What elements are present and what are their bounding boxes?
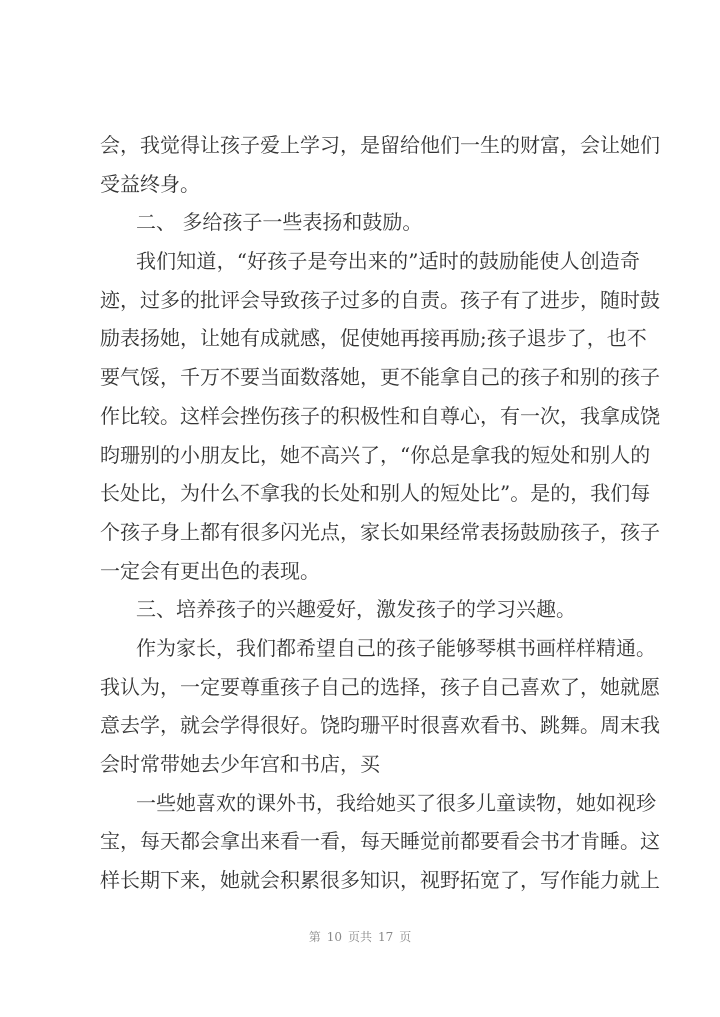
footer-prefix: 第 [308,930,321,944]
body-text [100,126,660,900]
text-line: 励表扬她，让她有成就感，促使她再接再励;孩子退步了，也不 [100,326,647,351]
page-footer [0,928,720,945]
text-line: 我认为，一定要尊重孩子自己的选择，孩子自己喜欢了，她就愿 [100,674,660,699]
text-line: 我们知道，“好孩子是夸出来的”适时的鼓励能使人创造奇 [136,249,640,274]
footer-middle: 页共 [347,930,372,944]
text-line: 作比较。这样会挫伤孩子的积极性和自尊心，有一次，我拿成饶 [100,403,660,428]
text-line: 会，我觉得让孩子爱上学习，是留给他们一生的财富，会让她们 [100,133,660,157]
text-line: 宝，每天都会拿出来看一看，每天睡觉前都要看会书才肯睡。这 [100,829,660,854]
text-line: 样长期下来，她就会积累很多知识，视野拓宽了，写作能力就上 [100,868,660,893]
text-line: 二、 多给孩子一些表扬和鼓励。 [136,210,423,235]
text-line: 一些她喜欢的课外书，我给她买了很多儿童读物，她如视珍 [136,790,656,815]
text-line: 作为家长，我们都希望自己的孩子能够琴棋书画样样精通。 [136,635,656,660]
current-page-number: 10 [326,930,342,944]
text-line: 三、培养孩子的兴趣爱好，激发孩子的学习兴趣。 [136,597,576,622]
text-line: 意去学，就会学得很好。饶昀珊平时很喜欢看书、跳舞。周末我 [100,713,660,738]
text-line: 长处比，为什么不拿我的长处和别人的短处比”。是的，我们每 [100,481,651,506]
text-line: 会时常带她去少年宫和书店，买 [100,752,380,776]
footer-suffix: 页 [399,930,412,944]
text-line: 受益终身。 [100,171,200,196]
total-page-count: 17 [378,930,394,944]
text-line: 要气馁，千万不要当面数落她，更不能拿自己的孩子和别的孩子 [100,365,660,390]
text-line: 一定会有更出色的表现。 [100,558,320,583]
text-line: 迹，过多的批评会导致孩子过多的自责。孩子有了进步，随时鼓 [100,287,660,312]
text-line: 个孩子身上都有很多闪光点，家长如果经常表扬鼓励孩子，孩子 [100,519,660,544]
text-line: 昀珊别的小朋友比，她不高兴了，“你总是拿我的短处和别人的 [100,442,651,467]
